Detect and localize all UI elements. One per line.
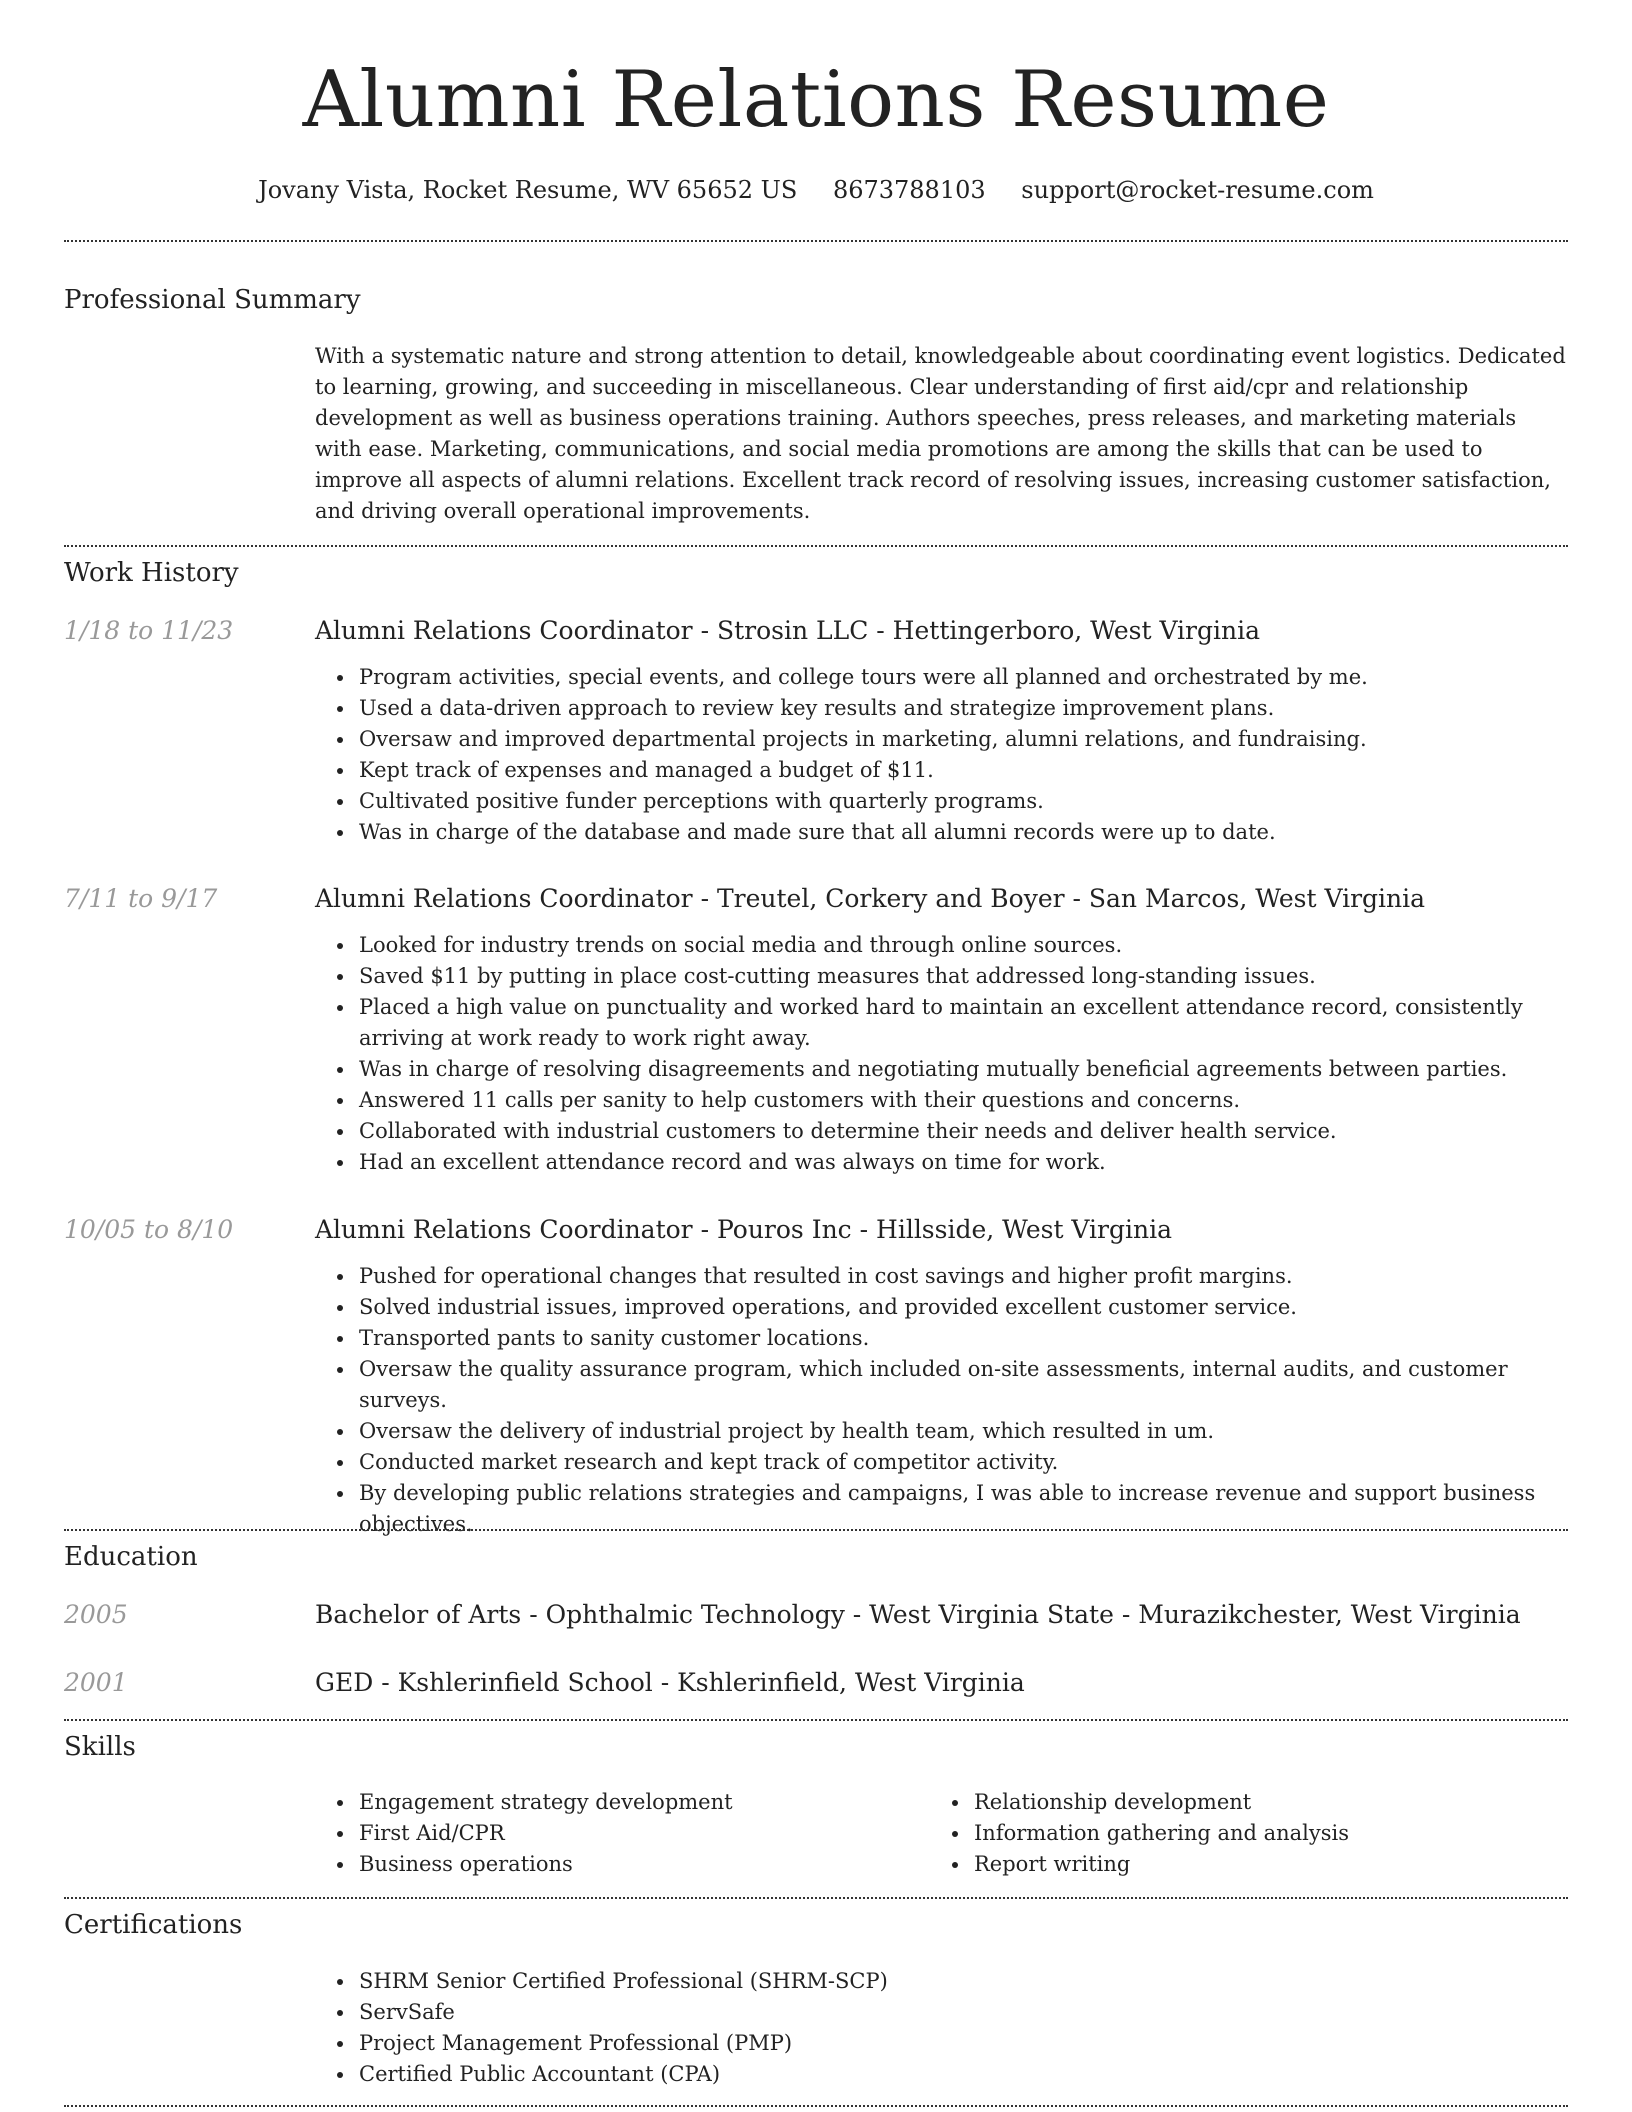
- contact-line: [64, 170, 1568, 210]
- skills-list: [315, 1787, 915, 1880]
- list-item: Engagement strategy development: [359, 1787, 915, 1818]
- skills-column-left: [315, 1787, 915, 1880]
- job-title: Alumni Relations Coordinator - Pouros Inc - Hillsside, West Virginia: [315, 1215, 1172, 1244]
- list-item: Pushed for operational changes that resulted in cost savings and higher profit margins.: [359, 1261, 1568, 1292]
- list-item: Business operations: [359, 1849, 915, 1880]
- education-text: GED - Kshlerinfield School - Kshlerinfield, West Virginia: [315, 1668, 1025, 1697]
- education-text: Bachelor of Arts - Ophthalmic Technology - West Virginia State - Murazikchester, West Virginia: [315, 1600, 1521, 1629]
- list-item: Oversaw the delivery of industrial project by health team, which resulted in um.: [359, 1416, 1568, 1447]
- list-item: Cultivated positive funder perceptions with quarterly programs.: [359, 786, 1568, 817]
- education-year: 2001: [64, 1668, 128, 1697]
- skills-list: [930, 1787, 1530, 1880]
- divider: [64, 545, 1568, 547]
- summary-text: With a systematic nature and strong attention to detail, knowledgeable about coordinating event logistics. Dedicated to learning, growing, and succeeding in miscellaneous. Clear understanding of first aid/cpr and relationship development as well as business operations training. Authors speeches, press releases, and marketing materials with ease. Marketing, communications, and social media promotions are among the skills that can be used to improve all aspects of alumni relations. Excellent track record of resolving issues, increasing customer satisfaction, and driving overall operational improvements.: [315, 344, 1566, 523]
- list-item: Saved $11 by putting in place cost-cutting measures that addressed long-standing issues.: [359, 961, 1568, 992]
- list-item: Report writing: [974, 1849, 1530, 1880]
- job-bullets: [315, 662, 1568, 848]
- contact-phone: 8673788103: [832, 176, 986, 204]
- certifications-block: [315, 1966, 1568, 2090]
- job-dates: 10/05 to 8/10: [64, 1215, 234, 1244]
- divider: [64, 2105, 1568, 2107]
- summary-block: [315, 341, 1568, 527]
- section-title-summary: Professional Summary: [64, 285, 361, 315]
- list-item: Was in charge of resolving disagreements and negotiating mutually beneficial agreements between parties.: [359, 1054, 1568, 1085]
- job-entry: [315, 614, 1568, 848]
- list-item: Had an excellent attendance record and was always on time for work.: [359, 1147, 1568, 1178]
- list-item: Certified Public Accountant (CPA): [359, 2059, 1568, 2090]
- education-entry: [315, 1598, 1568, 1632]
- skills-block: [315, 1787, 1568, 1883]
- list-item: Oversaw the quality assurance program, which included on-site assessments, internal audits, and customer surveys.: [359, 1354, 1568, 1416]
- list-item: Transported pants to sanity customer locations.: [359, 1323, 1568, 1354]
- skills-column-right: [930, 1787, 1530, 1880]
- education-entry: [315, 1666, 1568, 1700]
- job-bullets: [315, 1261, 1568, 1540]
- job-bullets: [315, 930, 1568, 1178]
- divider: [64, 1897, 1568, 1899]
- job-dates: 7/11 to 9/17: [64, 884, 218, 913]
- list-item: By developing public relations strategies and campaigns, I was able to increase revenue and support business objectives.: [359, 1478, 1568, 1540]
- job-title: Alumni Relations Coordinator - Treutel, Corkery and Boyer - San Marcos, West Virginia: [315, 884, 1426, 913]
- job-entry: [315, 882, 1568, 1178]
- section-title-education: Education: [64, 1542, 198, 1572]
- section-title-work: Work History: [64, 558, 239, 588]
- list-item: Relationship development: [974, 1787, 1530, 1818]
- list-item: ServSafe: [359, 1997, 1568, 2028]
- certifications-list: [315, 1966, 1568, 2090]
- resume-title: Alumni Relations Resume: [302, 55, 1330, 145]
- divider: [64, 1719, 1568, 1721]
- divider: [64, 240, 1568, 242]
- list-item: Kept track of expenses and managed a budget of $11.: [359, 755, 1568, 786]
- list-item: Was in charge of the database and made sure that all alumni records were up to date.: [359, 817, 1568, 848]
- job-title: Alumni Relations Coordinator - Strosin LLC - Hettingerboro, West Virginia: [315, 616, 1261, 645]
- list-item: Program activities, special events, and college tours were all planned and orchestrated by me.: [359, 662, 1568, 693]
- list-item: Information gathering and analysis: [974, 1818, 1530, 1849]
- list-item: Conducted market research and kept track of competitor activity.: [359, 1447, 1568, 1478]
- section-title-certifications: Certifications: [64, 1910, 243, 1940]
- contact-email: support@rocket-resume.com: [1021, 176, 1374, 204]
- list-item: Answered 11 calls per sanity to help customers with their questions and concerns.: [359, 1085, 1568, 1116]
- list-item: Used a data-driven approach to review key results and strategize improvement plans.: [359, 693, 1568, 724]
- job-dates: 1/18 to 11/23: [64, 616, 234, 645]
- list-item: Looked for industry trends on social media and through online sources.: [359, 930, 1568, 961]
- education-year: 2005: [64, 1600, 128, 1629]
- list-item: Project Management Professional (PMP): [359, 2028, 1568, 2059]
- list-item: Collaborated with industrial customers to determine their needs and deliver health service.: [359, 1116, 1568, 1147]
- divider: [64, 1529, 1568, 1531]
- list-item: Solved industrial issues, improved operations, and provided excellent customer service.: [359, 1292, 1568, 1323]
- section-title-skills: Skills: [64, 1732, 136, 1762]
- list-item: Oversaw and improved departmental projects in marketing, alumni relations, and fundraising.: [359, 724, 1568, 755]
- job-entry: [315, 1213, 1568, 1540]
- list-item: Placed a high value on punctuality and worked hard to maintain an excellent attendance record, consistently arriving at work ready to work right away.: [359, 992, 1568, 1054]
- list-item: SHRM Senior Certified Professional (SHRM-SCP): [359, 1966, 1568, 1997]
- contact-address: Jovany Vista, Rocket Resume, WV 65652 US: [258, 176, 798, 204]
- list-item: First Aid/CPR: [359, 1818, 915, 1849]
